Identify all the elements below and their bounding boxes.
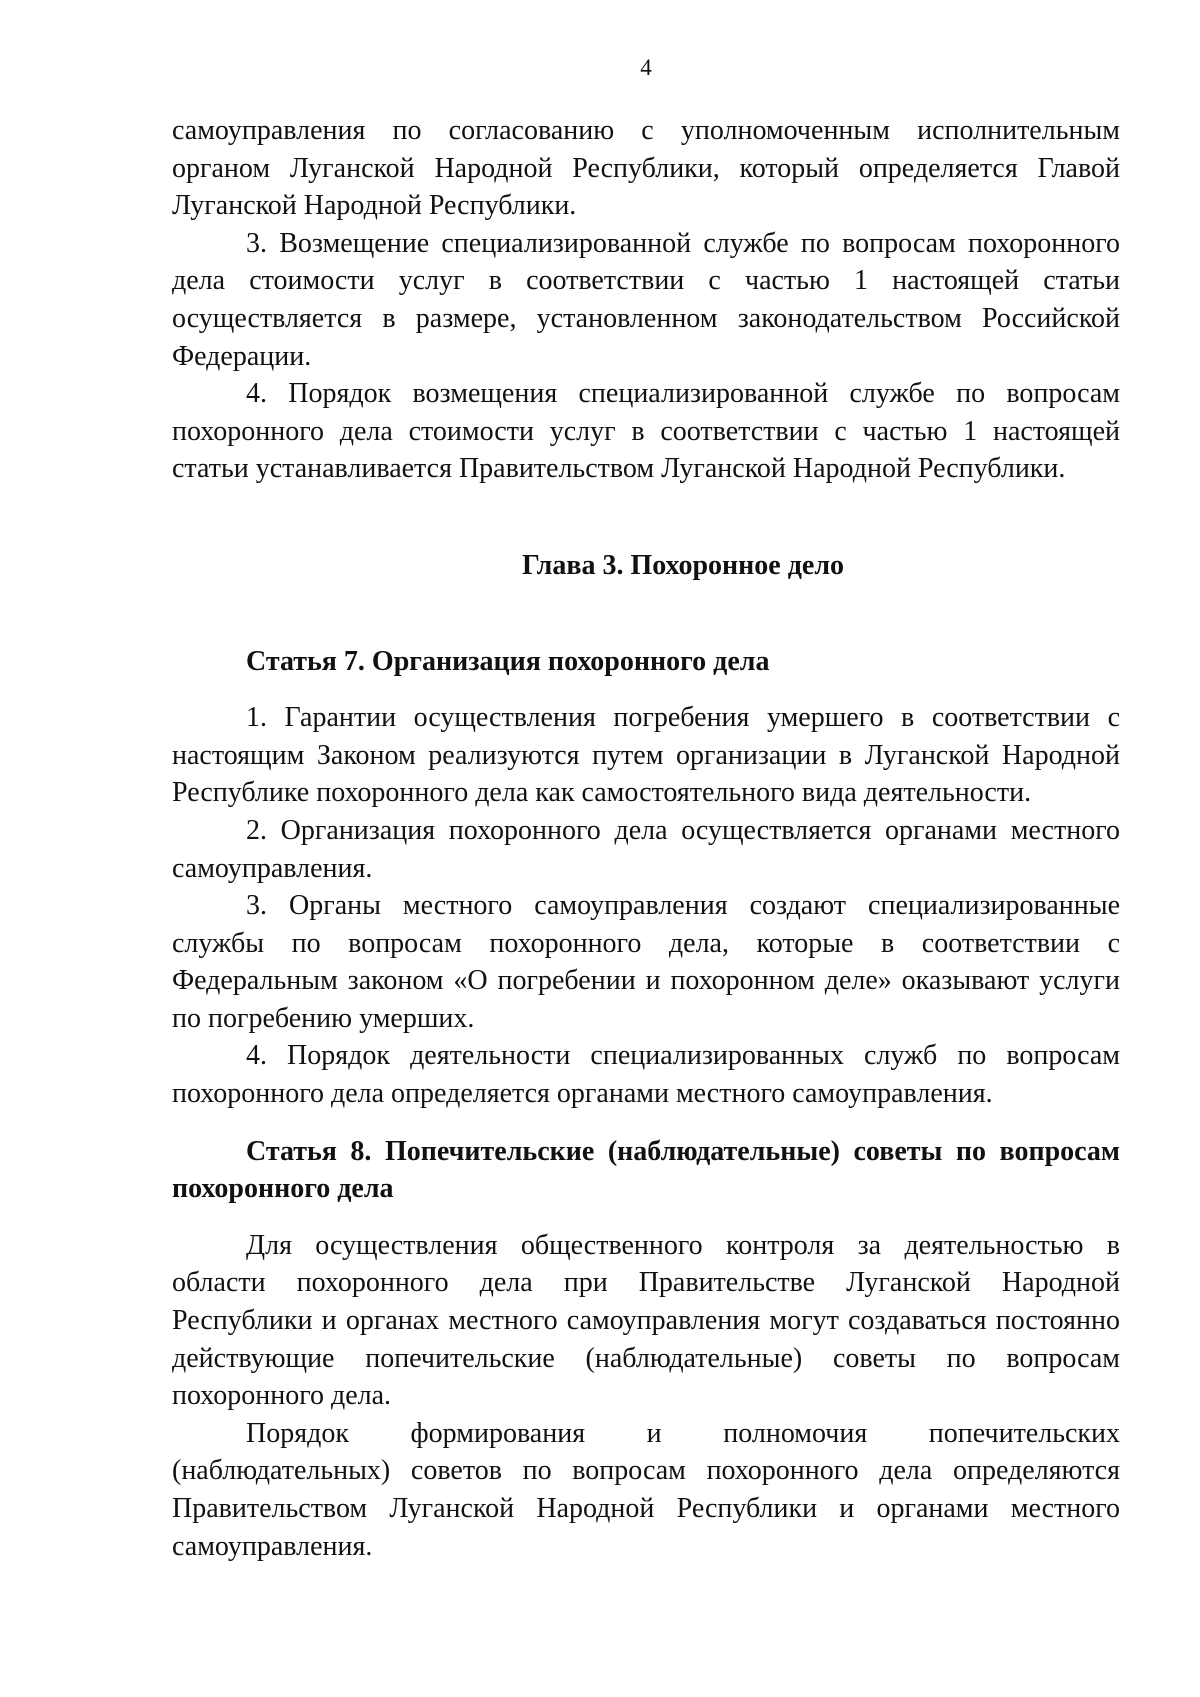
article-7-paragraph: 3. Органы местного самоуправления создают специализированные службы по вопросам похоронного дела, которые в соответствии с Федеральным законом «О погребении и похоронном деле» оказывают услуги по погребению умерших. (172, 890, 1120, 1034)
article-7-paragraph: 1. Гарантии осуществления погребения умершего в соответствии с настоящим Законом реализуются путем организации в Луганской Народной Республике похоронного дела как самостоятельного вида деятельности. (172, 702, 1120, 809)
paragraph-3: 3. Возмещение специализированной службе по вопросам похоронного дела стоимости услуг в соответствии с частью 1 настоящей статьи осуществляется в размере, установленном законодательством Российской Федерации. (172, 227, 1120, 372)
continuation-paragraph: самоуправления по согласованию с уполномоченным исполнительным органом Луганской Народной Республики, который определяется Главой Луганской Народной Республики. (172, 115, 1120, 222)
previous-article-continuation (172, 112, 1120, 488)
chapter-title: Глава 3. Похоронное дело (521, 549, 845, 581)
article-8 (172, 1133, 1120, 1566)
article-7-paragraph: 2. Организация похоронного дела осуществляется органами местного самоуправления. (172, 814, 1120, 884)
article-8-paragraph: Для осуществления общественного контроля за деятельностью в области похоронного дела при Правительстве Луганской Народной Республики и органах местного самоуправления могут создаваться постоянно действующие попечительские (наблюдательные) советы по вопросам похоронного дела. (172, 1229, 1120, 1412)
article-7 (172, 643, 1120, 1113)
document-page (172, 54, 1120, 1565)
article-8-paragraph: Порядок формирования и полномочия попечительских (наблюдательных) советов по вопросам похоронного дела определяются Правительством Луганской Народной Республики и органами местного самоуправления. (172, 1417, 1120, 1562)
article-8-title: Статья 8. Попечительские (наблюдательные) советы по вопросам похоронного дела (172, 1135, 1120, 1205)
article-7-paragraph: 4. Порядок деятельности специализированных служб по вопросам похоронного дела определяется органами местного самоуправления. (172, 1040, 1120, 1110)
page-number: 4 (640, 55, 652, 80)
paragraph-4: 4. Порядок возмещения специализированной службе по вопросам похоронного дела стоимости услуг в соответствии с частью 1 настоящей статьи устанавливается Правительством Луганской Народной Республики. (172, 378, 1120, 485)
article-7-title: Статья 7. Организация похоронного дела (246, 645, 770, 677)
